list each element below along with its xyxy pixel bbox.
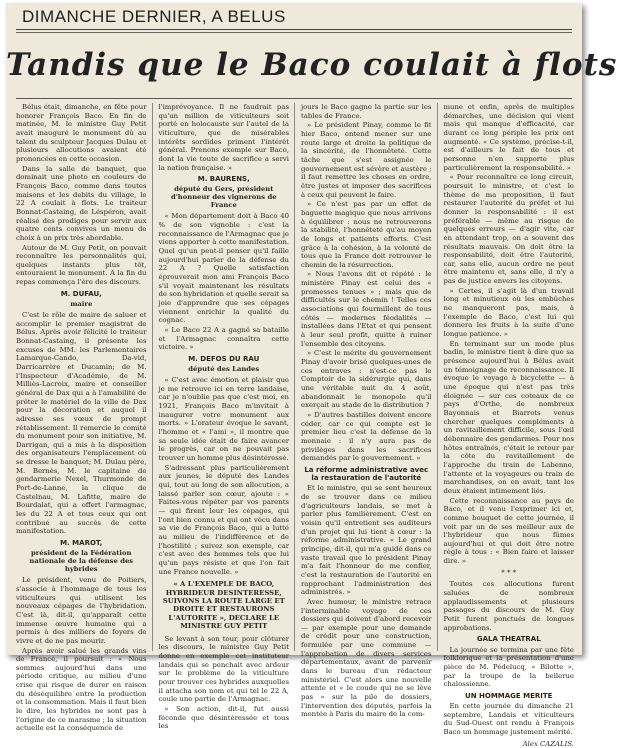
paragraph: « C'est avec émotion et plaisir que je me retrouve ici en terre landaise, car je n'oublie pas que c'est moi, en 1921, François Baco m'invitait à inaugurer votre monument aux morts. » L'orateur évoque le savant, l'homme et « l'ami », il montre que sa seule idée était de faire avancer le progrès, car on ne pouvait pas trouver un homme plus désintéressé. bbox=[158, 376, 289, 463]
headline-rule bbox=[16, 98, 572, 99]
paragraph: Et le ministre, qui se sent heureux de se trouver dans ce milieu d'agriculteurs landais, se met à parler plus familièrement. C'est en voisin qu'il entretient ses auditeurs d'un projet qui lui tient à cœur : la réforme administrative. « Le grand principe, dit-il, qui m'a guidé dans ce vaste travail que le président Pinay m'a fait l'honneur de me confier, c'est la restauration de l'autorité en rapprochant l'administration des administrés. » bbox=[301, 484, 432, 597]
byline: Alex CAZALIS. bbox=[522, 739, 574, 748]
paragraph: » C'est le mérite du gouvernement Pinay d'avoir brisé quelques-unes de ces entraves : n'est-ce pas le Comptoir de la sidérurgie qui, dans une véritable nuit du 4 août, abandonnait le monopole qu'il exerçait au stade de la distribution ? bbox=[301, 349, 432, 410]
paragraph: » D'autres bastilles doivent encore céder, car ce qui compte est le premier lieu c'est la défense de la monnaie : il n'y aura pas de privilèges dans les sacrifices demandés par le gouvernement. » bbox=[301, 410, 432, 463]
top-rule bbox=[16, 29, 572, 30]
section-heading: M. BAURENS, bbox=[197, 175, 250, 184]
paragraph: « Le Baco 22 A a gagné sa bataille et l'Armagnac connaîtra cette victoire. » bbox=[158, 325, 289, 352]
paragraph: Après avoir salué les grands vins de France, il poursuit : « Nous sommes aujourd'hui dans une période critique, au milieu d'une crise qui risque de durer en raison du déséquilibre entre la production et la consommation. Mais il faut bien le dire, les hybrides ne sont pas à l'origine de ce marasme ; la situation actuelle est la conséquence de bbox=[16, 646, 147, 733]
section-subheading: maire bbox=[70, 299, 93, 308]
article-column-1 bbox=[16, 103, 153, 733]
section-subheading: député des Landes bbox=[188, 365, 260, 374]
paragraph: Cette reconnaissance au pays de Baco, et il venu l'exprimer ici et, comme bouquet de cette journée, il voit par un de ses meilleur aux de l'hybrideur que nous fûmes aujourd'hui et qui doit être notre règle à tous : « Bien faire et laisser dire. » bbox=[443, 496, 574, 566]
article-column-4 bbox=[443, 103, 575, 748]
paragraph: mune et enfin, après de multiples démarches, une décision qui vient mais qui manque d'efficacité, car durant ce long périple les prix ont augmenté. « Ce système, précise-t-il, est d'ailleurs le fait de tous et personne n'en supporte plus particulièrement la responsabilité. » bbox=[443, 103, 574, 172]
paragraph: Autour de M. Guy Petit, on pouvait reconnaître les personnalités qui, quelques instants plus tôt, entouraient le monument. A la fin du repas commença l'ère des discours. bbox=[16, 243, 147, 287]
paragraph: Bélus était, dimanche, en fête pour honorer François Baco. En fin de matinée, M. le ministre Guy Petit avait inauguré le monument dû au talent du sculpteur Jacques Dulau et plusieurs allocutions avaient été prononcées en cette occasion. bbox=[16, 103, 147, 163]
section-heading: GALA THEATRAL bbox=[476, 635, 541, 644]
paragraph: » Ce n'est pas par un effet de baguette magique que nous arrivons à équilibrer : nous ne retrouverons la stabilité, l'honnêteté qu'au moyen de longs et patients efforts. C'est grâce à la cohésion, à la volonté de tous que la France doit retrouver le chemin de la résurrection. bbox=[301, 200, 432, 269]
section-subheading: président de la Fédération nationale de la défense des hybrides bbox=[29, 549, 134, 574]
paragraph: » Certes, il s'agit là d'un travail long et minutieux où les embûches ne manqueront pas, mais, à l'exemple de Baco, c'est lui qui donnera les fruits à la suite d'une longue patience. » bbox=[443, 286, 574, 339]
paragraph: S'adressant plus particulièrement aux jeunes, le député des Landes qui, tout au long de son allocution, a laissé parler son cœur, ajoute : « Faites-vous répéter par vos parents — qui firent leur les cépages, qui l'ont bien connu et qui ont vécu dans sa vie de François Baco, qui a lutté au milieu de l'indifférence et de l'hostilité ; suivez son exemple, car c'est avec des hommes tels que lui qu'un pays résiste et que l'on fait une France nouvelle. » bbox=[158, 463, 289, 576]
section-subheading: député du Gers, président d'honneur des vignerons de France bbox=[170, 185, 277, 210]
paragraph: La journée se termina par une fête folklorique et la présentation d'une pièce de M. Pédelucq, « Bilotte », par la troupe de la bellerue chalossienne. bbox=[443, 645, 574, 689]
section-heading: UN HOMMAGE MERITE bbox=[465, 691, 553, 700]
paragraph: Toutes ces allocutions furent saluées de nombreux applaudissements et plusieurs passages du discours de M. Guy Petit furent ponctués de longues approbations. bbox=[443, 580, 574, 632]
article-column-3 bbox=[301, 103, 438, 719]
article-column-2 bbox=[158, 103, 296, 731]
paragraph: « Pour reconnaître ce long circuit, poursuit le ministre, et c'est le thème de ma proposition, il faut restaurer l'autorité du préfet et lui donner la responsabilité : il est préférable — même au risque de quelques erreurs — d'agir vite, car en attendant trop, on a souvent des résultats mauvais. On doit être la responsabilité, doit être l'autorité, car, sans elle, aucun ordre ne peut être maintenu et, sans elle, il n'y a pas de justice envers les citoyens. bbox=[443, 173, 574, 286]
main-headline: Tandis que le Baco coulait à flots bbox=[6, 47, 617, 83]
paragraph: Le président, venu de Poitiers, s'associe à l'hommage de tous les viticulteurs qui utilisent les nouveaux cépages de l'hybridation. C'est là, dit-il, qu'apparaît cette immense œuvre humaine qui a permis à des milliers de foyers de vivre et de ne pas mourir. bbox=[16, 576, 147, 645]
separator-stars: * * * bbox=[501, 568, 517, 577]
paragraph: En terminant sur un mode plus badin, le ministre tient à dire que sa présence aujourd'hui à Bélus avait un témoignage de reconnaissance. Il évoque le voyage à bicyclette — à une époque qui n'est pas très éloignée — sur ces coteaux de ce pays d'Orthe, de nombreux Bayonnais et Biarrots venus chercher quelques compléments à un ravitaillement difficile, sous l'œil débonnaire des gendarmes. Pour nos hôtes entraînés, c'était le retour par la côte du ravitaillement de l'approche du train de Labenne, l'attente et la voyageurs ou train de marchandises, on en avait, tant les deux étaient intimement liés. bbox=[443, 339, 574, 495]
article-columns bbox=[16, 103, 574, 748]
section-heading: La réforme administrative avec la restauration de l'autorité bbox=[304, 465, 429, 483]
top-rule-thin bbox=[16, 32, 572, 33]
paragraph: l'imprévoyance. Il ne faudrait pas qu'un million de viticulteurs soit porté en holocauste sur l'autel de la viticulture, que de misérables intérêts sordides priment l'intérêt général. Prenons exemple sur Baco, dont la vie toute de sacrifice a servi la nation française. » bbox=[158, 103, 289, 172]
paragraph: Dans la salle de banquet, que dominait une photo en couleurs de François Baco, comme dans toutes maisons et les debits du village, le 22 A coulait à flots. Le traiteur Bonnat-Castaing, de Léspéron, avait réalisé des prodiges pour servir aux quatre cents convives un menu de choix à un prix très abordable. bbox=[16, 164, 147, 242]
paragraph: En cette journée du dimanche 21 septembre, Landais et viticulteurs du Sud-Ouest ont rendu à François Baco un hommage justement mérité. bbox=[443, 702, 574, 737]
paragraph: jours le Baco gagne la partie sur les tables de France. bbox=[301, 103, 432, 120]
paragraph: Se levant à son tour, pour clôturer les discours, le ministre Guy Petit donne en exemple cet instituteur landais qui se penchait avec ardeur sur le problème de la viticulture pour trouver ces hybrides auxquelles il attacha son nom et qui tel le 22 A, coule une partie de l'Armagnac. bbox=[158, 634, 289, 704]
paragraph: « Son action, dit-il, fut aussi féconde que désintéressée et tous les bbox=[158, 704, 289, 731]
kicker-headline: DIMANCHE DERNIER, A BELUS bbox=[22, 7, 286, 26]
paragraph: C'est le rôle de maire de saluer et accomplir le premier magistrat de Bélus. Après avoir félicité le traiteur Bonnat-Castaing, il présente les excuses de MM. les Parlementaires Lamarque-Cando, Da-vid, Darricarrère et Ducamin; de M. l'Inspecteur d'Académie, de M. Milliès-Lacroix, maire et conseiller général de Dax qui a à l'amabilité de prêter le matériel de la ville de Dax pour la décoration et auquel il adresse ses vœux de prompt rétablissement. Il remercie le comité du monument pour son initiative, M. Darrigan, qui a mis à la disposition des organisateurs l'emplacement où se dresse le banquet; M. Dulau père, M. Bernès, M. le capitaine de gendarmerie Nexel, Thurmonde de Port-de-Lanne, la clique de Castelnau, M. Lafitte, maire de Bourdalat, qui a offert l'armagnac, les du 22 A et tous ceux qui ont contribué au succès de cette manifestation. bbox=[16, 310, 147, 536]
paragraph: Avec humour, le ministre retrace l'interminable voyage de ces dossiers qui doivent d'abord recevoir — par exemple pour une demande de crédit pour une construction, formulée par une commune — l'approbation de divers services départementaux, avant de parvenir dans le bureau d'un rédacteur ministériel. C'est alors une nouvelle attente et « le coude qui ne se lève pas » sur la pile de dossiers, l'intervention des députés, parfois la montée à Paris du maire de la com- bbox=[301, 597, 432, 719]
section-heading: M. DUFAU, bbox=[60, 289, 102, 298]
paragraph: « Mon département doit à Baco 40 % de son vignoble : c'est la reconnaissance de l'Armagnac que je viens apporter à cette manifestation. Quel qu'un peut-il penser qu'il faille aujourd'hui parler de la défense du 22 A ? Quelle satisfaction éprouverait mon ami François Baco s'il voyait maintenant les résultats de son hybridation et quelle serait sa joie d'apprendre que ses cépages viennent enrichir la qualité du cognac. bbox=[158, 212, 289, 325]
newspaper-clipping bbox=[6, 3, 617, 748]
section-heading: M. DEFOS DU RAU bbox=[188, 354, 260, 363]
section-heading: M. MAROT, bbox=[60, 539, 103, 548]
paragraph: » Nous l'avons dit et répété : le ministère Pinay est celui des « promesses tenues » ; mais que de difficultés sur le chemin ! Telles ces associations qui fourmillent de tous côtés — modernes féodalités — installées dans l'Etat et qui pensent à leur seul profit, quitte à ruiner l'ensemble des citoyens. bbox=[301, 270, 432, 348]
paragraph: » Le président Pinay, comme le fit hier Baco, entend mener sur une route large et droite la politique de la sincérité, de l'honnêteté. Cette tâche que s'est assignée le gouvernement est sévère et austère ; il faut remettre les choses en ordre, être justes et imposer des sacrifices à ceux qui peuvent le faire. bbox=[301, 121, 432, 199]
subheadline: « A L'EXEMPLE DE BACO, HYBRIDEUR DESINTERESSE, SUIVONS LA ROUTE LARGE ET DROITE ET RESTAURONS L'AUTORITE », DECLARE LE MINISTRE GUY PETIT bbox=[162, 580, 285, 631]
